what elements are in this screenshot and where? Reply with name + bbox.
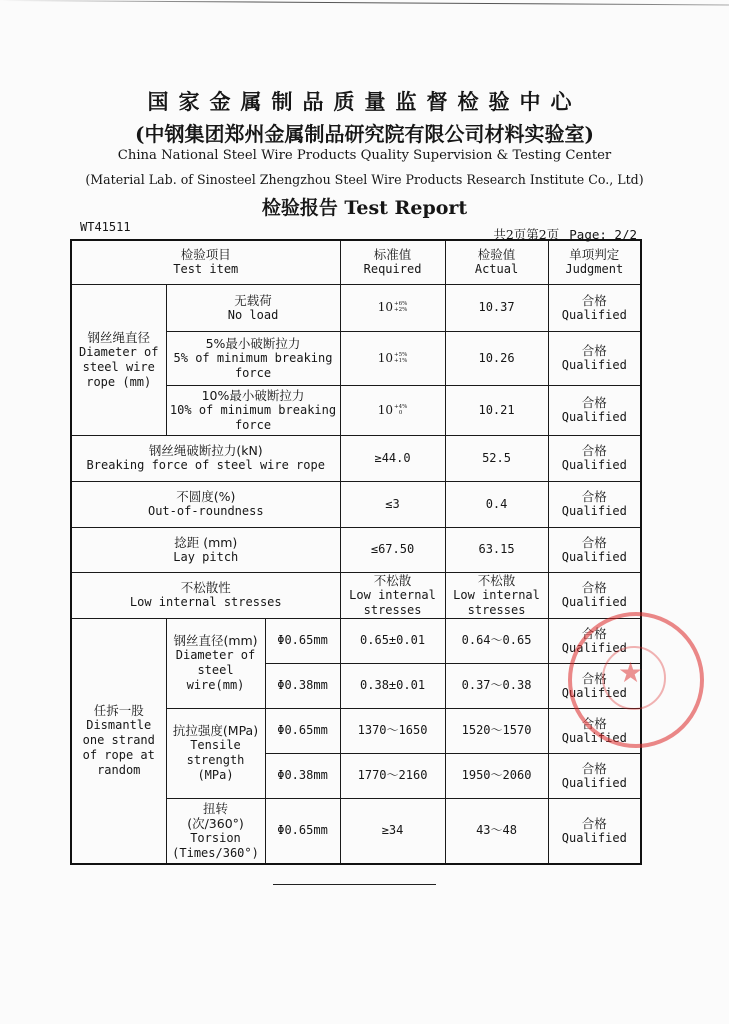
five-percent-required: 10 +5% +1% — [340, 331, 445, 385]
torsion-actual: 43～48 — [445, 798, 548, 864]
end-rule — [273, 884, 436, 885]
five-percent-label: 5%最小破断拉力 5% of minimum breaking force — [166, 331, 340, 385]
header-required: 标准值 Required — [340, 240, 445, 284]
table-row — [71, 618, 641, 663]
lay-pitch-actual: 63.15 — [445, 527, 548, 572]
torsion-label: 扭转 (次/360°) Torsion (Times/360°) — [166, 798, 265, 864]
no-load-required: 10 +6% +2% — [340, 284, 445, 331]
page-indicator-cn: 共2页第2页 — [493, 227, 560, 242]
wire-diameter-required-2: 0.38±0.01 — [340, 663, 445, 708]
table-row — [71, 572, 641, 618]
five-percent-actual: 10.26 — [445, 331, 548, 385]
out-of-roundness-label: 不圆度(%) Out-of-roundness — [71, 481, 340, 527]
tensile-actual-2: 1950～2060 — [445, 753, 548, 798]
tensile-actual-1: 1520～1570 — [445, 708, 548, 753]
internal-stress-judgment: 合格 Qualified — [548, 572, 641, 618]
lay-pitch-label: 捻距 (mm) Lay pitch — [71, 527, 340, 572]
wire-diameter-size-2: Φ0.38mm — [265, 663, 340, 708]
org-subtitle-en: (Material Lab. of Sinosteel Zhengzhou Steel Wire Products Research Institute Co., Ltd) — [85, 172, 644, 187]
ten-percent-label: 10%最小破断拉力 10% of minimum breaking force — [166, 385, 340, 435]
report-number: WT41511 — [80, 220, 131, 234]
no-load-label: 无载荷 No load — [166, 284, 340, 331]
scan-edge-line — [0, 0, 729, 5]
report-title: 检验报告 Test Report — [261, 197, 468, 219]
out-of-roundness-judgment: 合格 Qualified — [548, 481, 641, 527]
tensile-size-2: Φ0.38mm — [265, 753, 340, 798]
breaking-force-judgment: 合格 Qualified — [548, 435, 641, 481]
header-judgment: 单项判定 Judgment — [548, 240, 641, 284]
rope-diameter-group-label: 钢丝绳直径 Diameter of steel wire rope (mm) — [71, 284, 166, 435]
wire-diameter-required-1: 0.65±0.01 — [340, 618, 445, 663]
table-header-row — [71, 240, 641, 284]
seal-star-icon: ★ — [618, 656, 644, 689]
tensile-size-1: Φ0.65mm — [265, 708, 340, 753]
test-report-table — [70, 239, 642, 865]
org-title-cn: 国家金属制品质量监督检验中心 — [147, 89, 582, 114]
org-title-en: China National Steel Wire Products Quality Supervision & Testing Center — [117, 148, 612, 163]
tensile-judgment-2: 合格 Qualified — [548, 753, 641, 798]
table-row — [71, 284, 641, 331]
torsion-required: ≥34 — [340, 798, 445, 864]
wire-diameter-label: 钢丝直径(mm) Diameter of steel wire(mm) — [166, 618, 265, 708]
wire-diameter-judgment-2: 合格 Qualified — [548, 663, 641, 708]
header-test-item: 检验项目 Test item — [71, 240, 340, 284]
header-actual: 检验值 Actual — [445, 240, 548, 284]
internal-stress-actual: 不松散 Low internal stresses — [445, 572, 548, 618]
tensile-judgment-1: 合格 Qualified — [548, 708, 641, 753]
page-indicator-en: Page: 2/2 — [569, 227, 637, 242]
wire-diameter-actual-1: 0.64～0.65 — [445, 618, 548, 663]
no-load-actual: 10.37 — [445, 284, 548, 331]
table-row — [71, 435, 641, 481]
wire-diameter-size-1: Φ0.65mm — [265, 618, 340, 663]
no-load-judgment: 合格 Qualified — [548, 284, 641, 331]
table-row — [71, 527, 641, 572]
five-percent-judgment: 合格 Qualified — [548, 331, 641, 385]
breaking-force-required: ≥44.0 — [340, 435, 445, 481]
internal-stress-required: 不松散 Low internal stresses — [340, 572, 445, 618]
wire-diameter-judgment-1: 合格 Qualified — [548, 618, 641, 663]
torsion-judgment: 合格 Qualified — [548, 798, 641, 864]
internal-stress-label: 不松散性 Low internal stresses — [71, 572, 340, 618]
wire-diameter-actual-2: 0.37～0.38 — [445, 663, 548, 708]
ten-percent-actual: 10.21 — [445, 385, 548, 435]
torsion-size: Φ0.65mm — [265, 798, 340, 864]
lay-pitch-required: ≤67.50 — [340, 527, 445, 572]
tensile-strength-label: 抗拉强度(MPa) Tensile strength (MPa) — [166, 708, 265, 798]
breaking-force-actual: 52.5 — [445, 435, 548, 481]
out-of-roundness-required: ≤3 — [340, 481, 445, 527]
table-row — [71, 481, 641, 527]
tensile-required-1: 1370～1650 — [340, 708, 445, 753]
ten-percent-required: 10 +4% 0 — [340, 385, 445, 435]
breaking-force-label: 钢丝绳破断拉力(kN) Breaking force of steel wire rope — [71, 435, 340, 481]
org-subtitle-cn: (中钢集团郑州金属制品研究院有限公司材料实验室) — [135, 122, 594, 146]
ten-percent-judgment: 合格 Qualified — [548, 385, 641, 435]
out-of-roundness-actual: 0.4 — [445, 481, 548, 527]
dismantle-group-label: 任拆一股 Dismantle one strand of rope at random — [71, 618, 166, 864]
lay-pitch-judgment: 合格 Qualified — [548, 527, 641, 572]
tensile-required-2: 1770～2160 — [340, 753, 445, 798]
